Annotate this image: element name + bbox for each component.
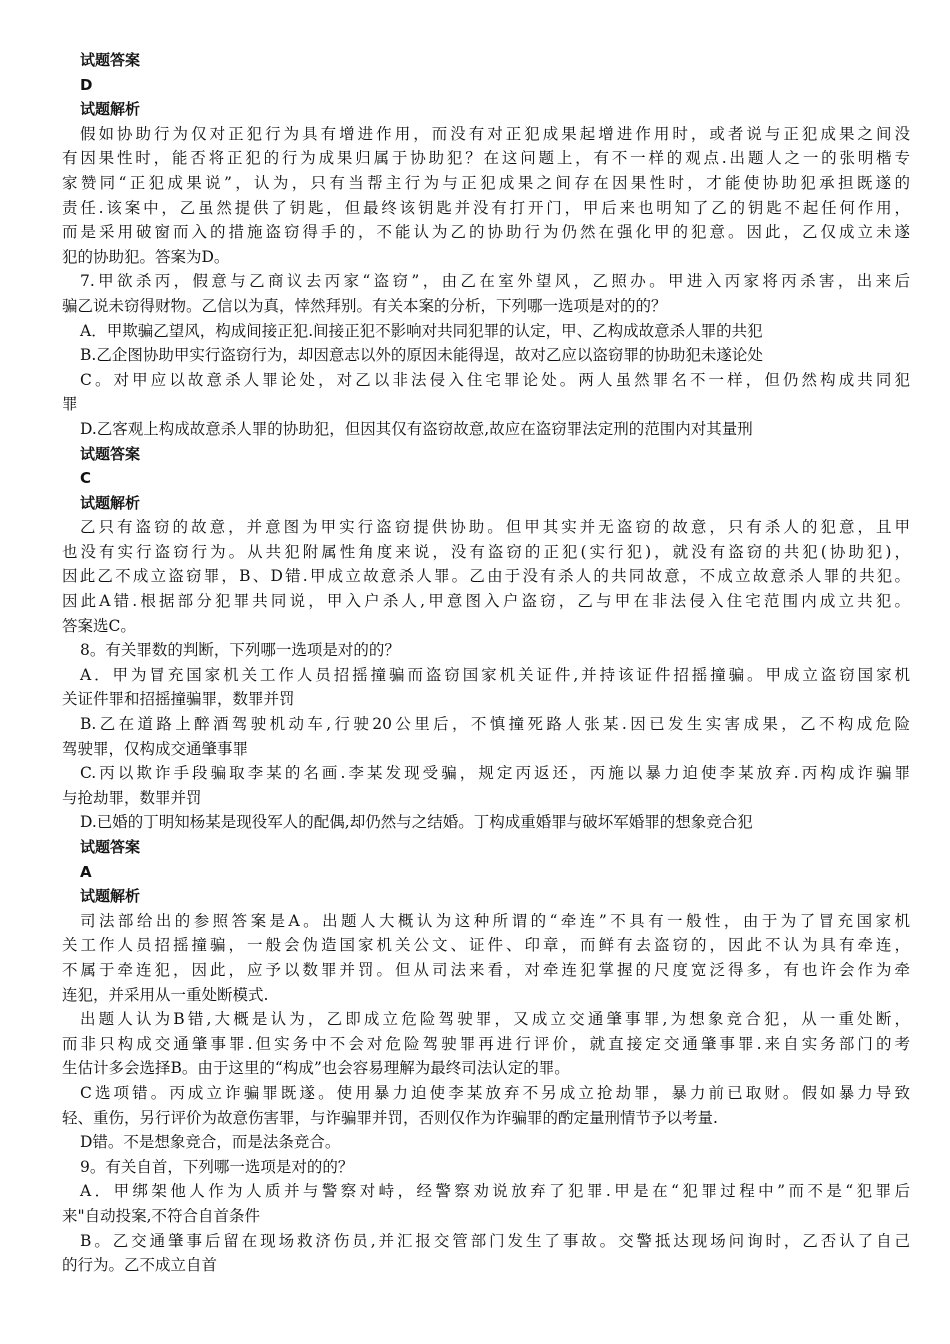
text-line: D.已婚的丁明知杨某是现役军人的配偶,却仍然与之结婚。丁构成重婚罪与破坏军婚罪的想象竞合犯	[80, 813, 753, 832]
text-line: B.乙在道路上醉酒驾驶机动车,行驶20公里后，不慎撞死路人张某.因已发生实害成果，乙不构成危险	[80, 715, 910, 734]
text-line: 的行为。乙不成立自首	[62, 1256, 218, 1275]
text-line: 因此乙不成立盗窃罪，B、D错.甲成立故意杀人罪。乙由于没有杀人的共同故意，不成立故意杀人罪的共犯。	[62, 567, 910, 586]
text-line: 不属于牵连犯，因此，应予以数罪并罚。但从司法来看，对牵连犯掌握的尺度宽泛得多，有也许会作为牵	[62, 960, 910, 979]
text-line: 也没有实行盗窃行为。从共犯附属性角度来说，没有盗窃的正犯(实行犯)，就没有盗窃的共犯(协助犯)，	[62, 542, 910, 561]
text-line: A．甲为冒充国家机关工作人员招摇撞骗而盗窃国家机关证件,并持该证件招摇撞骗。甲成立盗窃国家机	[80, 665, 910, 684]
section-label: 试题答案	[80, 838, 141, 856]
section-label: 试题解析	[80, 887, 141, 906]
text-line: 家赞同“正犯成果说”，认为，只有当帮主行为与正犯成果之间存在因果性时，才能使协助犯承担既遂的	[62, 173, 910, 192]
text-line: 连犯，并采用从一重处断模式.	[62, 985, 269, 1004]
text-line: 罪	[62, 395, 78, 414]
text-line: 驾驶罪，仅构成交通肇事罪	[62, 739, 249, 758]
text-line: C。对甲应以故意杀人罪论处，对乙以非法侵入住宅罪论处。两人虽然罪名不一样，但仍然构成共同犯	[80, 370, 910, 389]
text-line: 犯的协助犯。答案为D。	[62, 247, 230, 266]
text-line: D错。不是想象竞合，而是法条竞合。	[80, 1133, 341, 1152]
section-label: C	[80, 469, 92, 488]
text-line: 而是采用破窗而入的措施盗窃得手的，不能认为乙的协助行为仍然在强化甲的犯意。因此，乙仅成立未遂	[62, 223, 910, 242]
text-line: 有因果性时，能否将正犯的行为成果归属于协助犯？在这问题上，有不一样的观点.出题人之一的张明楷专	[62, 149, 910, 168]
text-line: A．甲欺骗乙望风，构成间接正犯.间接正犯不影响对共同犯罪的认定，甲、乙构成故意杀人罪的共犯	[80, 321, 763, 340]
text-line: 9。有关自首，下列哪一选项是对的的？	[80, 1157, 354, 1176]
section-label: 试题解析	[80, 493, 141, 512]
text-line: 生估计多会选择B。由于这里的“构成”也会容易理解为最终司法认定的罪。	[62, 1059, 570, 1078]
text-line: A．甲绑架他人作为人质并与警察对峙，经警察劝说放弃了犯罪.甲是在“犯罪过程中”而不是“犯罪后	[80, 1182, 910, 1201]
section-label: D	[80, 75, 93, 94]
text-line: 答案选C。	[62, 616, 136, 635]
text-line: C.丙以欺诈手段骗取李某的名画.李某发现受骗，规定丙返还，丙施以暴力迫使李某放弃.丙构成诈骗罪	[80, 764, 910, 783]
text-line: 出题人认为B错,大概是认为，乙即成立危险驾驶罪，又成立交通肇事罪,为想象竞合犯，从一重处断，	[80, 1010, 910, 1029]
text-line: 责任.该案中，乙虽然提供了钥匙，但最终该钥匙并没有打开门，甲后来也明知了乙的钥匙不起任何作用，	[62, 198, 910, 217]
text-line: B.乙企图协助甲实行盗窃行为，却因意志以外的原因未能得逞，故对乙应以盗窃罪的协助犯未遂论处	[80, 346, 763, 365]
text-line: D.乙客观上构成故意杀人罪的协助犯，但因其仅有盗窃故意,故应在盗窃罪法定刑的范围内对其量刑	[80, 419, 753, 438]
text-line: 来"自动投案,不符合自首条件	[62, 1206, 261, 1225]
section-label: A	[80, 862, 92, 881]
text-line: 而非只构成交通肇事罪.但实务中不会对危险驾驶罪再进行评价，就直接定交通肇事罪.来自实务部门的考	[62, 1034, 910, 1053]
text-line: 假如协助行为仅对正犯行为具有增进作用，而没有对正犯成果起增进作用时，或者说与正犯成果之间没	[80, 124, 910, 143]
text-line: 骗乙说未窃得财物。乙信以为真，悻然拜别。有关本案的分析，下列哪一选项是对的的？	[62, 296, 667, 315]
text-line: 因此A错.根据部分犯罪共同说，甲入户杀人,甲意图入户盗窃，乙与甲在非法侵入住宅范围内成立共犯。	[62, 592, 910, 611]
text-line: 司法部给出的参照答案是A。出题人大概认为这种所谓的“牵连”不具有一般性，由于为了冒充国家机	[80, 911, 910, 930]
document-page	[44, 48, 910, 1278]
text-line: B。乙交通肇事后留在现场救济伤员,并汇报交管部门发生了事故。交警抵达现场问询时，乙否认了自己	[80, 1231, 910, 1250]
section-label: 试题答案	[80, 444, 141, 463]
text-line: 乙只有盗窃的故意，并意图为甲实行盗窃提供协助。但甲其实并无盗窃的故意，只有杀人的犯意，且甲	[80, 518, 910, 537]
section-label: 试题答案	[80, 51, 141, 69]
text-line: 轻、重伤，另行评价为故意伤害罪，与诈骗罪并罚，否则仅作为诈骗罪的酌定量刑情节予以考量.	[62, 1108, 718, 1127]
text-line: 7.甲欲杀丙，假意与乙商议去丙家“盗窃”，由乙在室外望风，乙照办。甲进入丙家将丙杀害，出来后	[80, 272, 910, 291]
text-line: 与抢劫罪，数罪并罚	[62, 788, 202, 807]
section-label: 试题解析	[80, 100, 141, 119]
text-line: C选项错。丙成立诈骗罪既遂。使用暴力迫使李某放弃不另成立抢劫罪，暴力前已取财。假如暴力导致	[80, 1083, 910, 1102]
text-line: 关证件罪和招摇撞骗罪，数罪并罚	[62, 690, 295, 709]
text-line: 关工作人员招摇撞骗，一般会伪造国家机关公文、证件、印章，而鲜有去盗窃的，因此不认为具有牵连，	[62, 936, 910, 955]
text-line: 8。有关罪数的判断，下列哪一选项是对的的？	[80, 641, 400, 660]
